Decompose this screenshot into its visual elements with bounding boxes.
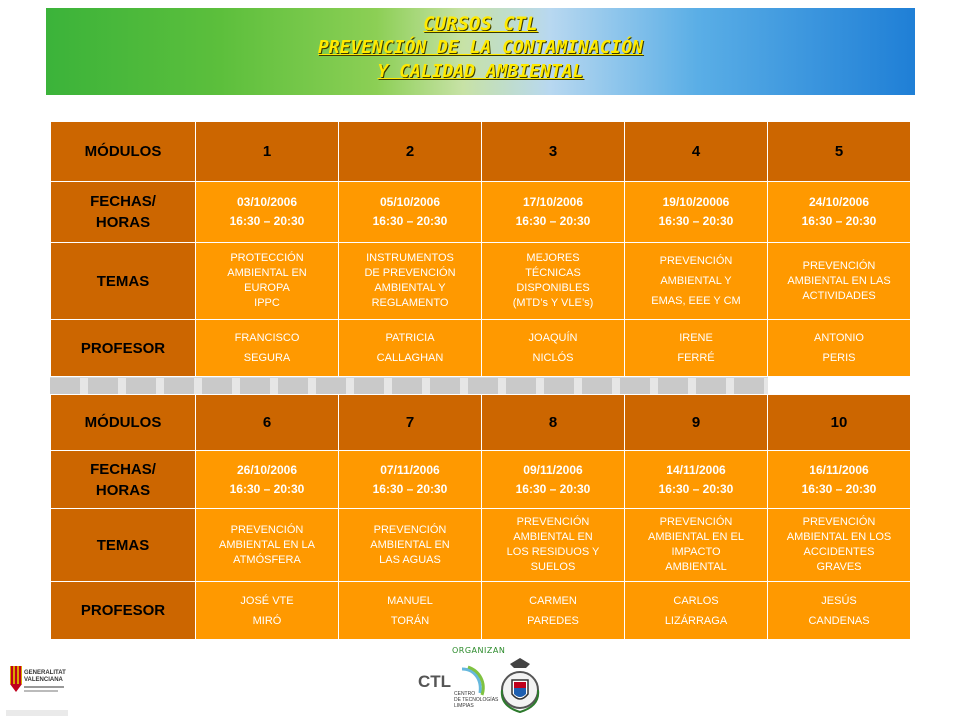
topic-cell: PREVENCIÓN AMBIENTAL EN EL IMPACTO AMBIENTAL [625,509,768,582]
schedule-table-1 [50,121,911,377]
dates-row [51,182,911,243]
date-cell: 07/11/2006 16:30 – 20:30 [339,451,482,509]
profesor-label: PROFESOR [51,582,196,640]
topic-cell: MEJORES TÉCNICAS DISPONIBLES (MTD’s Y VLE’s) [482,243,625,320]
background-photo-strip [50,376,768,396]
date-cell: 09/11/2006 16:30 – 20:30 [482,451,625,509]
svg-text:VALENCIANA: VALENCIANA [24,677,63,683]
teacher-cell: IRENE FERRÉ [625,320,768,377]
teacher-cell: PATRICIA CALLAGHAN [339,320,482,377]
module-number: 2 [339,122,482,182]
module-number: 5 [768,122,911,182]
module-number: 7 [339,395,482,451]
teacher-cell: MANUEL TORÁN [339,582,482,640]
title-banner [46,8,915,95]
topic-cell: PROTECCIÓN AMBIENTAL EN EUROPA IPPC [196,243,339,320]
temas-label: TEMAS [51,509,196,582]
module-number: 3 [482,122,625,182]
topic-cell: INSTRUMENTOS DE PREVENCIÓN AMBIENTAL Y REGLAMENTO [339,243,482,320]
temas-label: TEMAS [51,243,196,320]
topic-cell: PREVENCIÓN AMBIENTAL EN LAS AGUAS [339,509,482,582]
modulos-label: MÓDULOS [51,395,196,451]
fechas-label: FECHAS/ HORAS [51,451,196,509]
date-cell: 17/10/2006 16:30 – 20:30 [482,182,625,243]
modules-row [51,122,911,182]
organizan-label: ORGANIZAN [452,646,506,655]
svg-text:CENTRO: CENTRO [454,691,476,697]
modulos-label: MÓDULOS [51,122,196,182]
svg-text:LIMPIAS: LIMPIAS [454,703,474,709]
teacher-cell: CARLOS LIZÁRRAGA [625,582,768,640]
module-number: 9 [625,395,768,451]
crest-logo-icon [496,658,544,716]
module-number: 8 [482,395,625,451]
topics-row [51,243,911,320]
date-cell: 26/10/2006 16:30 – 20:30 [196,451,339,509]
module-number: 6 [196,395,339,451]
generalitat-logo-icon [6,660,68,716]
title-line-1: CURSOS CTL [423,13,538,35]
teachers-row [51,320,911,377]
svg-text:CTL: CTL [418,672,452,691]
teacher-cell: CARMEN PAREDES [482,582,625,640]
topics-row [51,509,911,582]
fechas-label: FECHAS/ HORAS [51,182,196,243]
svg-text:GENERALITAT: GENERALITAT [24,670,66,676]
module-number: 1 [196,122,339,182]
teacher-cell: ANTONIO PERIS [768,320,911,377]
date-cell: 03/10/2006 16:30 – 20:30 [196,182,339,243]
module-number: 4 [625,122,768,182]
schedule-table-2 [50,394,911,640]
title-line-2: PREVENCIÓN DE LA CONTAMINACIÓN [317,37,644,58]
profesor-label: PROFESOR [51,320,196,377]
topic-cell: PREVENCIÓN AMBIENTAL EN LOS RESIDUOS Y SUELOS [482,509,625,582]
svg-text:DE TECNOLOGÍAS: DE TECNOLOGÍAS [454,697,499,703]
title-line-3: Y CALIDAD AMBIENTAL [377,61,584,82]
date-cell: 16/11/2006 16:30 – 20:30 [768,451,911,509]
topic-cell: PREVENCIÓN AMBIENTAL Y EMAS, EEE Y CM [625,243,768,320]
topic-cell: PREVENCIÓN AMBIENTAL EN LA ATMÓSFERA [196,509,339,582]
teacher-cell: JESÚS CANDENAS [768,582,911,640]
topic-cell: PREVENCIÓN AMBIENTAL EN LAS ACTIVIDADES [768,243,911,320]
teacher-cell: JOAQUÍN NICLÓS [482,320,625,377]
module-number: 10 [768,395,911,451]
date-cell: 19/10/20006 16:30 – 20:30 [625,182,768,243]
topic-cell: PREVENCIÓN AMBIENTAL EN LOS ACCIDENTES GRAVES [768,509,911,582]
teachers-row [51,582,911,640]
date-cell: 24/10/2006 16:30 – 20:30 [768,182,911,243]
ctl-logo-icon [416,665,499,711]
date-cell: 05/10/2006 16:30 – 20:30 [339,182,482,243]
teacher-cell: FRANCISCO SEGURA [196,320,339,377]
modules-row [51,395,911,451]
date-cell: 14/11/2006 16:30 – 20:30 [625,451,768,509]
dates-row [51,451,911,509]
teacher-cell: JOSÉ VTE MIRÓ [196,582,339,640]
